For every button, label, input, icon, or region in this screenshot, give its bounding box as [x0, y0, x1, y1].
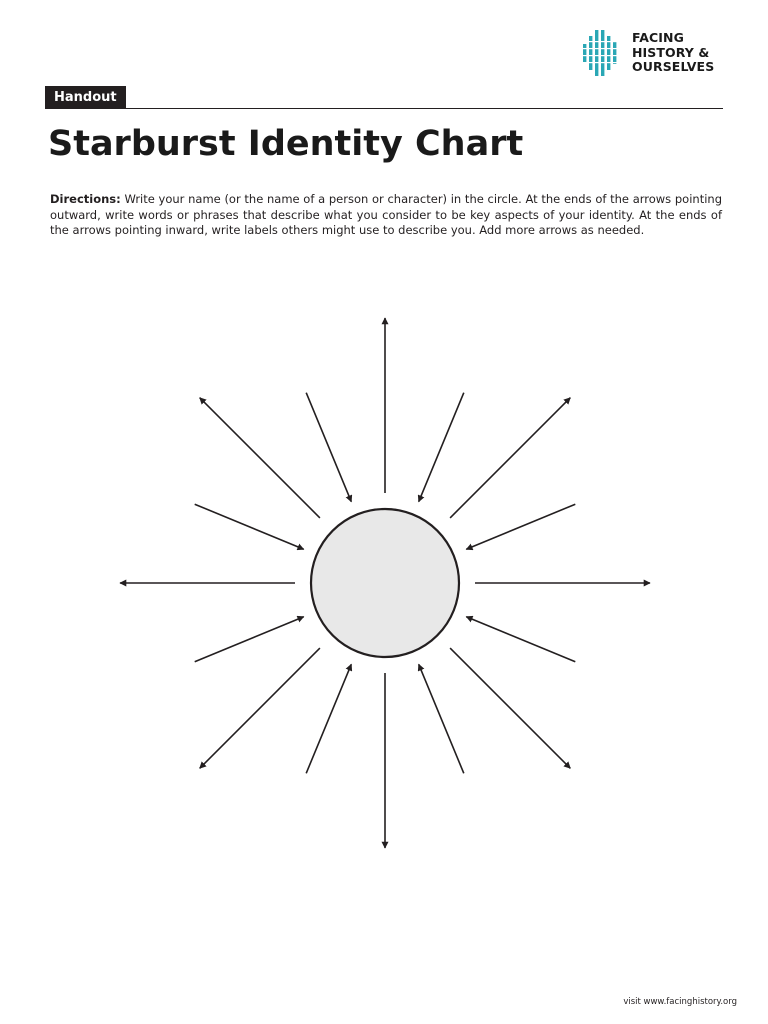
brand-name-line-2: HISTORY & — [632, 44, 710, 60]
inward-arrow-1 — [466, 617, 575, 662]
brand-name-line-3: OURSELVES — [632, 59, 715, 74]
inward-arrow-2 — [419, 664, 464, 773]
footer-website[interactable]: visit www.facinghistory.org — [623, 997, 737, 1007]
inward-arrow-6 — [306, 393, 351, 502]
handout-badge: Handout — [45, 86, 126, 109]
inward-arrow-3 — [306, 664, 351, 773]
inward-arrow-8 — [466, 504, 575, 549]
outward-arrow-4 — [200, 648, 320, 768]
name-circle[interactable] — [311, 509, 459, 657]
inward-arrow-4 — [195, 617, 304, 662]
directions-text: Write your name (or the name of a person or character) in the circle. At the ends of the arrows pointing outward, write words or phrases that describe what you consider to be key aspects of your identity. At the ends of the arrows pointing inward, write labels others might use to describe you. Add more arrows as needed. — [50, 192, 722, 238]
inward-arrow-7 — [419, 393, 464, 502]
directions-label: Directions: — [50, 192, 121, 206]
outward-arrow-2 — [450, 648, 570, 768]
inward-arrow-5 — [195, 504, 304, 549]
outward-arrow-6 — [200, 398, 320, 518]
page-title: Starburst Identity Chart — [48, 124, 524, 164]
brand-name-line-1: FACING — [632, 30, 684, 45]
outward-arrow-8 — [450, 398, 570, 518]
